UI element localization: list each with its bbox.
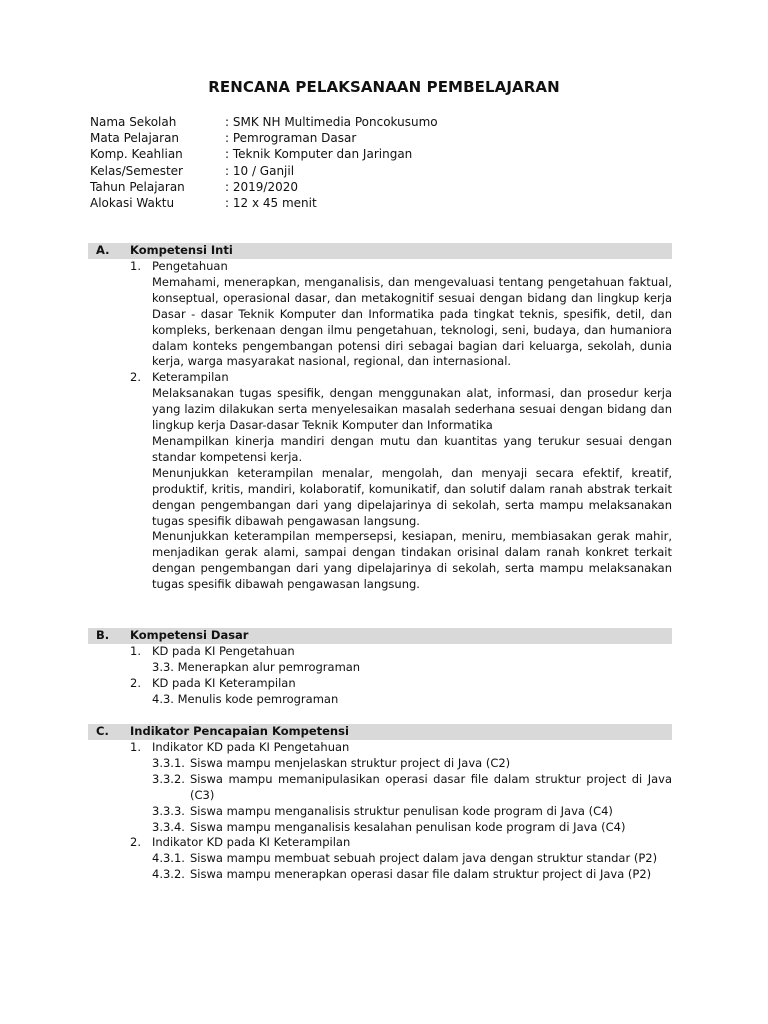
section-letter: A.: [96, 243, 110, 258]
info-row-subject: [90, 130, 438, 146]
info-label: Tahun Pelajaran: [90, 179, 185, 194]
indicator-row: [152, 772, 672, 804]
item-number: 2.: [130, 835, 141, 850]
indicator-number: 3.3.4.: [152, 819, 185, 834]
list-item: [130, 676, 672, 692]
info-value: : 2019/2020: [225, 179, 298, 194]
section-title: Kompetensi Dasar: [130, 628, 249, 643]
info-value: : 10 / Ganjil: [225, 163, 295, 178]
item-label: KD pada KI Pengetahuan: [152, 644, 295, 658]
info-value: : Pemrograman Dasar: [225, 131, 357, 146]
list-item: [130, 740, 672, 756]
kd-entry: 4.3. Menulis kode pemrograman: [152, 691, 339, 706]
paragraph: Melaksanakan tugas spesifik, dengan menggunakan alat, informasi, dan prosedur kerja yang lazim dilakukan serta menyelesaikan masalah sederhana sesuai dengan bidang dan lingkup kerja Dasar-dasar Teknik Komputer dan Informatika: [152, 386, 672, 433]
info-row-competency: [90, 146, 438, 162]
indicator-row: [152, 820, 672, 836]
indicator-number: 4.3.1.: [152, 851, 185, 866]
info-row-time: [90, 195, 438, 211]
indicator-row: [152, 804, 672, 820]
indicator-row: [152, 867, 672, 883]
info-value: : Teknik Komputer dan Jaringan: [225, 147, 413, 162]
list-item: [130, 835, 672, 851]
list-item: [130, 644, 672, 660]
indicator-number: 3.3.3.: [152, 803, 185, 818]
info-table: [90, 114, 438, 211]
item-number: 1.: [130, 644, 141, 658]
indicator-row: [152, 851, 672, 867]
indicator-number: 4.3.2.: [152, 867, 185, 882]
item-label: Indikator KD pada KI Keterampilan: [152, 835, 351, 850]
document-title: RENCANA PELAKSANAAN PEMBELAJARAN: [208, 78, 560, 96]
paragraph: Memahami, menerapkan, menganalisis, dan mengevaluasi tentang pengetahuan faktual, konseptual, operasional dasar, dan metakognitif sesuai dengan bidang dan lingkup kerja Dasar - dasar Teknik Komputer dan Informatika pada tingkat teknis, spesifik, detil, dan kompleks, berkenaan dengan ilmu pengetahuan, teknologi, seni, budaya, dan humaniora dalam konteks pengembangan potensi diri sebagai bagian dari keluarga, sekolah, dunia kerja, warga masyarakat nasional, regional, dan internasional.: [152, 274, 672, 369]
item-number: 1.: [130, 740, 141, 754]
indicator-text: Siswa mampu memanipulasikan operasi dasar file dalam struktur project di Java (C3): [190, 771, 672, 802]
info-value: : SMK NH Multimedia Poncokusumo: [225, 115, 438, 129]
item-number: 1.: [130, 259, 141, 273]
kd-entry: 3.3. Menerapkan alur pemrograman: [152, 659, 361, 674]
paragraph: Menunjukkan keterampilan mempersepsi, kesiapan, meniru, membiasakan gerak mahir, menjadikan gerak alami, sampai dengan tindakan orisinal dalam ranah konkret terkait dengan pengembangan dari yang dipelajarinya di sekolah, serta mampu melaksanakan tugas spesifik dibawah pengawasan langsung.: [152, 529, 672, 592]
section-header: [88, 243, 672, 259]
item-number: 2.: [130, 370, 141, 385]
section-letter: B.: [96, 628, 110, 643]
info-row-school: [90, 114, 438, 130]
item-label: Indikator KD pada KI Pengetahuan: [152, 740, 350, 754]
item-label: Pengetahuan: [152, 259, 228, 273]
info-label: Nama Sekolah: [90, 115, 177, 129]
indicator-text: Siswa mampu menganalisis kesalahan penulisan kode program di Java (C4): [190, 819, 626, 834]
indicator-number: 3.3.2.: [152, 771, 185, 786]
indicator-text: Siswa mampu menganalisis struktur penulisan kode program di Java (C4): [190, 803, 613, 818]
info-value: : 12 x 45 menit: [225, 195, 317, 210]
list-item: [130, 370, 672, 386]
info-row-year: [90, 179, 438, 195]
section-letter: C.: [96, 724, 109, 739]
indicator-number: 3.3.1.: [152, 755, 185, 770]
section-header: [88, 628, 672, 644]
list-item: [130, 259, 672, 275]
section-title: Indikator Pencapaian Kompetensi: [130, 724, 349, 739]
item-label: KD pada KI Keterampilan: [152, 675, 296, 690]
info-label: Alokasi Waktu: [90, 195, 175, 210]
section-kompetensi-dasar: [88, 628, 672, 708]
section-title: Kompetensi Inti: [130, 243, 233, 258]
info-label: Kelas/Semester: [90, 163, 183, 178]
info-label: Komp. Keahlian: [90, 147, 183, 162]
section-indikator: [88, 724, 672, 883]
section-kompetensi-inti: [88, 243, 672, 593]
section-header: [88, 724, 672, 740]
paragraph: Menampilkan kinerja mandiri dengan mutu dan kuantitas yang terukur sesuai dengan standar kompetensi kerja.: [152, 433, 672, 464]
indicator-text: Siswa mampu membuat sebuah project dalam java dengan struktur standar (P2): [190, 851, 658, 866]
indicator-row: [152, 756, 672, 772]
item-label: Keterampilan: [152, 370, 229, 385]
info-label: Mata Pelajaran: [90, 131, 180, 146]
item-number: 2.: [130, 675, 141, 690]
paragraph: Menunjukkan keterampilan menalar, mengolah, dan menyaji secara efektif, kreatif, produktif, kritis, mandiri, kolaboratif, komunikatif, dan solutif dalam ranah abstrak terkait dengan pengembangan dari yang dipelajarinya di sekolah, serta mampu melaksanakan tugas spesifik dibawah pengawasan langsung.: [152, 465, 672, 528]
indicator-text: Siswa mampu menjelaskan struktur project di Java (C2): [190, 755, 511, 770]
indicator-text: Siswa mampu menerapkan operasi dasar file dalam struktur project di Java (P2): [190, 867, 652, 882]
info-row-class: [90, 163, 438, 179]
